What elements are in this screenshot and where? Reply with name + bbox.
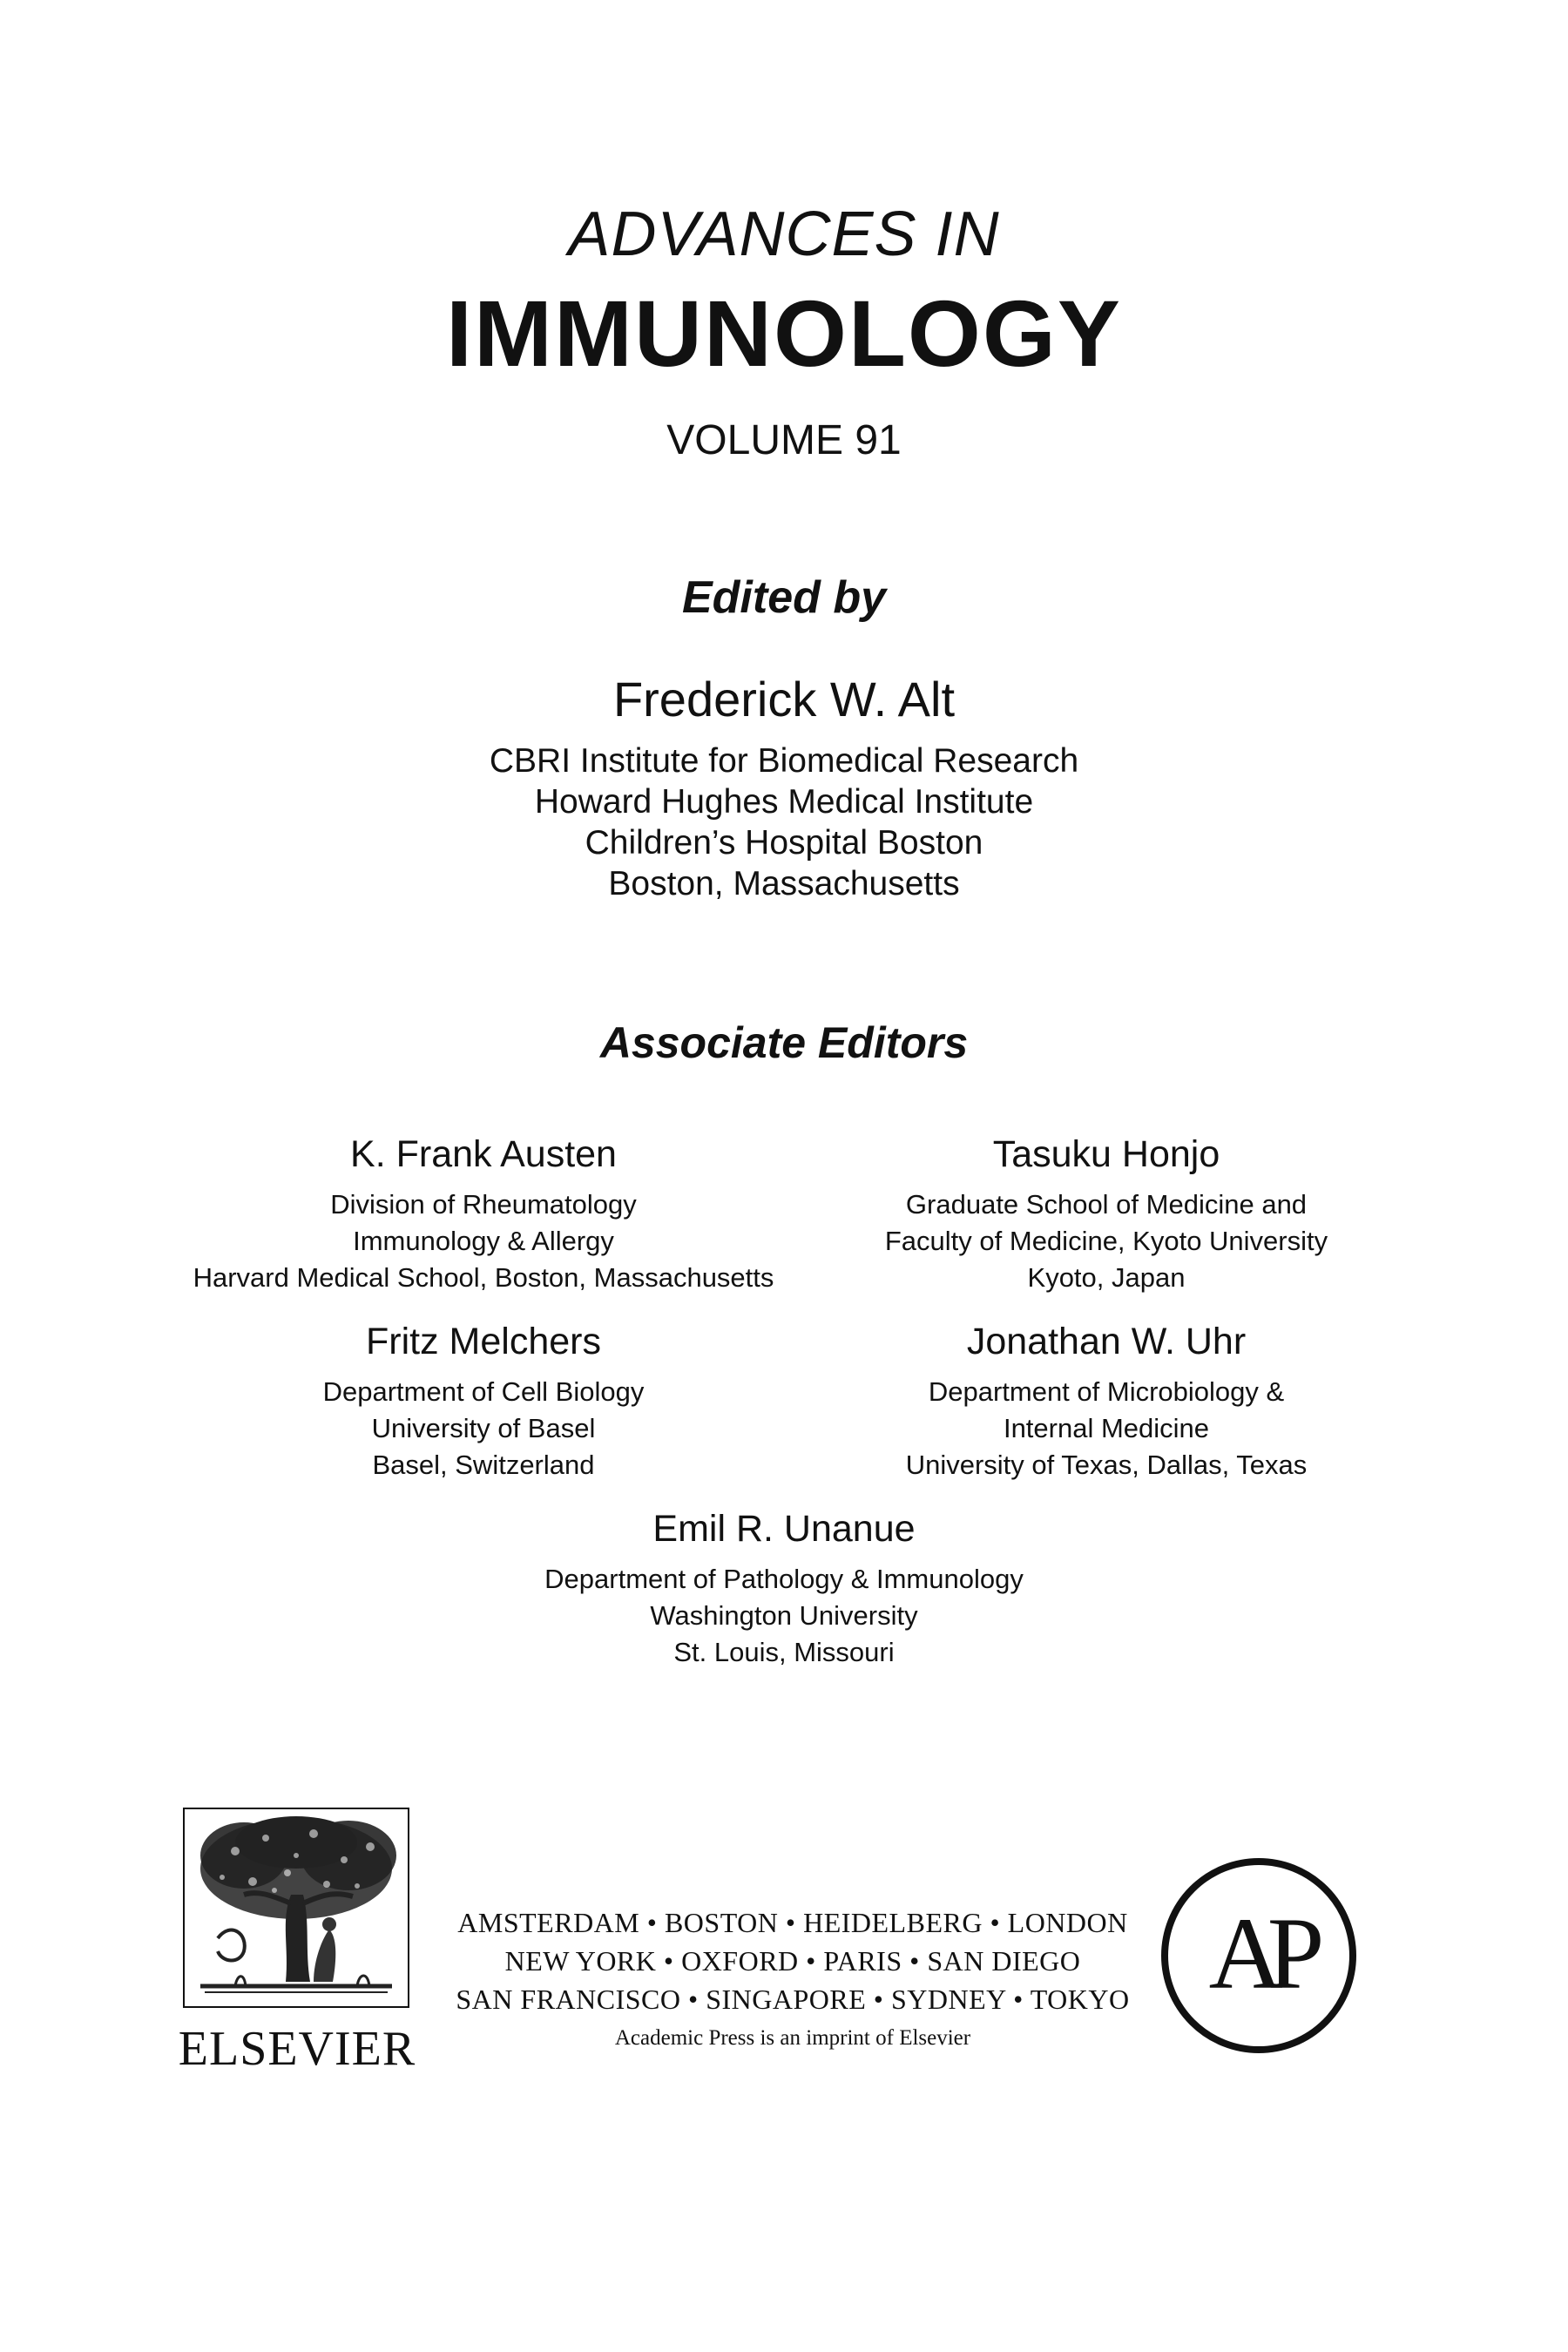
associate-editor-line: University of Texas, Dallas, Texas xyxy=(905,1450,1308,1480)
imprint-note: Academic Press is an imprint of Elsevier xyxy=(614,2026,971,2050)
associate-editor-line: Department of Microbiology & xyxy=(928,1376,1285,1407)
associate-editor-line: Kyoto, Japan xyxy=(1027,1262,1186,1293)
elsevier-logo-word: ELSEVIER xyxy=(178,2022,416,2076)
series-prefix: ADVANCES IN xyxy=(568,199,1000,269)
affiliation-line: CBRI Institute for Biomedical Research xyxy=(489,742,1079,780)
editor-affiliation xyxy=(0,740,1568,904)
publisher-city-line: NEW YORK • OXFORD • PARIS • SAN DIEGO xyxy=(504,1945,1081,1977)
associate-editor-honjo xyxy=(836,1132,1376,1296)
associate-editor-name: Emil R. Unanue xyxy=(652,1508,916,1550)
associate-editor-line: Immunology & Allergy xyxy=(353,1226,614,1256)
associate-editor-name: Tasuku Honjo xyxy=(992,1133,1220,1175)
associate-editor-name: Jonathan W. Uhr xyxy=(966,1321,1247,1362)
associate-editor-line: Division of Rheumatology xyxy=(330,1189,637,1220)
associate-editor-line: Washington University xyxy=(650,1600,918,1631)
associate-editor-line: Graduate School of Medicine and xyxy=(905,1189,1308,1220)
book-title: IMMUNOLOGY xyxy=(446,280,1122,386)
elsevier-tree-logo-icon xyxy=(183,1808,409,2008)
associate-editor-line: Faculty of Medicine, Kyoto University xyxy=(884,1226,1328,1256)
associate-editor-melchers xyxy=(139,1320,828,1484)
publisher-city-line: AMSTERDAM • BOSTON • HEIDELBERG • LONDON xyxy=(457,1907,1128,1938)
associate-editor-line: Internal Medicine xyxy=(1003,1413,1210,1443)
associate-editor-line: Department of Pathology & Immunology xyxy=(544,1564,1024,1594)
associate-editor-name: K. Frank Austen xyxy=(350,1133,617,1175)
associate-editor-name: Fritz Melchers xyxy=(366,1321,601,1362)
volume-number: VOLUME 91 xyxy=(666,417,902,463)
associate-editor-line: Harvard Medical School, Boston, Massachusetts xyxy=(193,1262,774,1293)
associate-editors-heading: Associate Editors xyxy=(599,1018,969,1067)
affiliation-line: Howard Hughes Medical Institute xyxy=(534,783,1034,821)
associate-editor-uhr xyxy=(836,1320,1376,1484)
academic-press-logo-icon xyxy=(1159,1855,1359,2056)
associate-editor-unanue xyxy=(392,1507,1176,1671)
associate-editor-line: St. Louis, Missouri xyxy=(673,1637,895,1667)
editor-name: Frederick W. Alt xyxy=(612,672,956,727)
associate-editor-line: Department of Cell Biology xyxy=(322,1376,645,1407)
affiliation-line: Children’s Hospital Boston xyxy=(585,824,983,862)
affiliation-line: Boston, Massachusetts xyxy=(608,865,960,902)
edited-by-heading: Edited by xyxy=(681,572,887,623)
ap-logo-text: AP xyxy=(1208,1896,1309,2011)
associate-editor-line: Basel, Switzerland xyxy=(372,1450,595,1480)
publisher-cities xyxy=(444,1903,1141,2055)
publisher-city-line: SAN FRANCISCO • SINGAPORE • SYDNEY • TOKYO xyxy=(456,1984,1130,2015)
associate-editor-line: University of Basel xyxy=(371,1413,596,1443)
associate-editor-austen xyxy=(139,1132,828,1296)
